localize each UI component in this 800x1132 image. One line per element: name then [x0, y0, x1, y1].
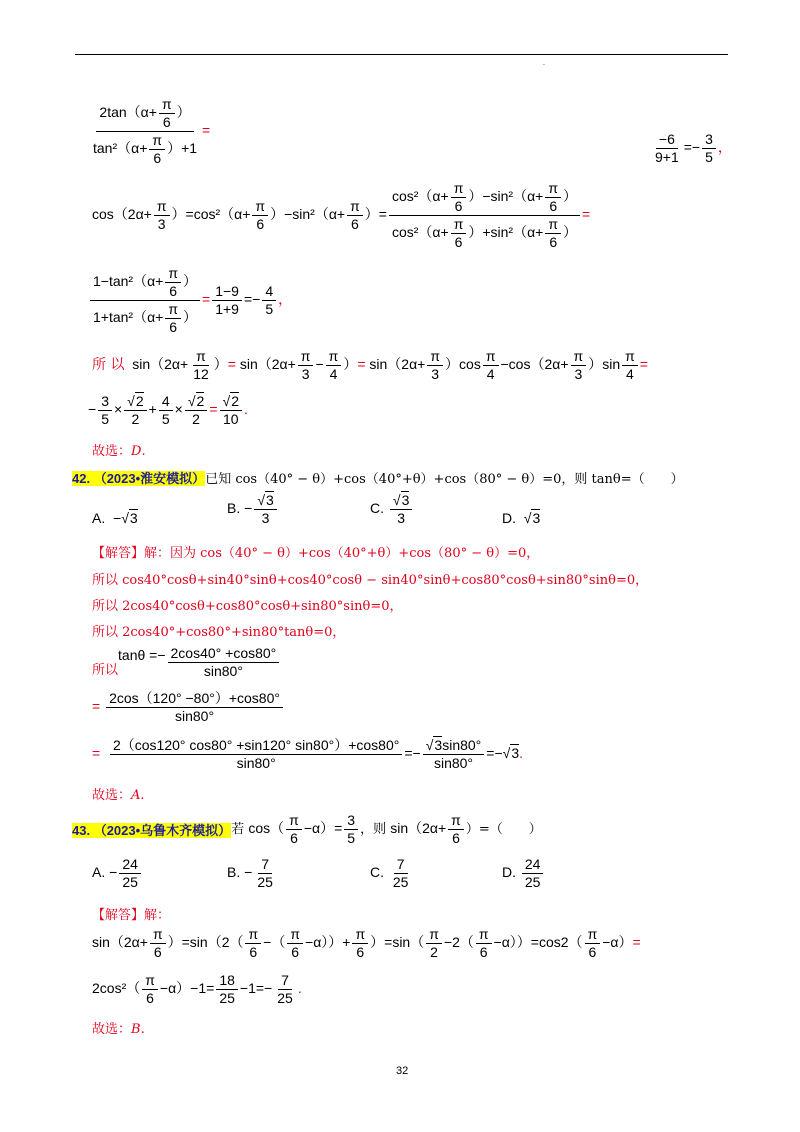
q43-number-badge: 43. （2023•乌鲁木齐模拟） — [72, 823, 232, 839]
q43-answer: 故选：B. — [92, 1022, 145, 1037]
q43-option-c: C. $\frac{7}{25}$ — [370, 856, 409, 890]
page-number: 32 — [396, 1065, 409, 1077]
prev-fraction-1: 2tan（α+ $\frac{\pi}{6}$ ） tan²（α+ $\frac{\pi}{6}$ ）+1 — [93, 96, 198, 166]
q42-solution-line1: 【解答】解：因为 cos（40° − θ）+cos（40°+θ）+cos（80° − θ）=0， — [92, 546, 540, 561]
prev-line5: − $\frac{3}{5}$ × √ $\frac{2}{2}$ + $\frac{4}{5}$ × √ $\frac{2}{2}$ = √ $\frac{2}{10}$ . — [88, 393, 248, 428]
q42-stem: 42. （2023•淮安模拟）已知 cos（40° − θ）+cos（40°+θ）+cos（80° − θ）=0，则 tanθ=（ ） — [72, 471, 684, 487]
q43-option-b: B. − $\frac{7}{25}$ — [227, 856, 273, 890]
prev-line4: 所 以 sin（2α+ $\frac{\pi}{12}$ ）= sin（2α+ $\frac{\pi}{3}$ − $\frac{\pi}{4}$ ）= sin（2α+ $\frac{\pi}{3}$ ）cos $\frac{\pi}{4}$ −cos（2α+ $\frac{\pi}{3}$ ）sin $\frac{\pi}{4}$ = — [92, 348, 648, 382]
q42-solution-line4: 所以 2cos40°+cos80°+sin80°tanθ=0， — [92, 625, 346, 640]
q42-number-badge: 42. （2023•淮安模拟） — [72, 471, 206, 486]
q43-solution-head: 【解答】解： — [92, 908, 171, 923]
q43-solution-line2: 2cos²（ $\frac{\pi}{6}$ −α）−1= $\frac{18}{25}$ −1=− $\frac{7}{25}$ . — [92, 972, 302, 1006]
prev-answer: 故选：D. — [92, 444, 146, 459]
prev-line1: 2tan（α+ $\frac{\pi}{6}$ ） tan²（α+ $\frac{\pi}{6}$ ）+1 = — [88, 96, 210, 167]
q42-solution-line3: 所以 2cos40°cosθ+cos80°cosθ+sin80°sinθ=0， — [92, 599, 403, 614]
q43-option-a: A. − $\frac{24}{25}$ — [92, 856, 143, 891]
q42-step3: = $\frac{2(\cos 120^\circ \cos 80^\circ +\sin 120^\circ \sin 80^\circ)+\cos 80^\circ}{\sin 80^\circ}$ =− √ $\frac{3\sin 80^\circ}{\sin 80^\circ}$ =−√ 3. — [92, 737, 523, 772]
q43-option-d: D. $\frac{24}{25}$ — [502, 856, 545, 891]
q42-tan-line: 所以tanθ =− $\frac{2\cos 40^\circ +\cos 80^\circ}{\sin 80^\circ}$ — [92, 645, 281, 680]
q42-answer: 故选：A. — [92, 788, 145, 803]
q42-option-c: C. √ $\frac{3}{3}$ — [370, 492, 414, 527]
header-rule — [75, 54, 728, 55]
prev-line2: cos（2α+ $\frac{\pi}{3}$ ）=cos²（α+ $\frac{\pi}{6}$ ）−sin²（α+ $\frac{\pi}{6}$ ）= cos²（α+ $\frac{\pi}{6}$ ）−sin²（α+ $\frac{\pi}{6}$ ） cos²（α+ $\frac{\pi}{6}$ ）+sin²（α+ $\frac{\pi}{6}$ ） = — [92, 180, 591, 250]
q43-stem: 43. （2023•乌鲁木齐模拟）若 cos（ $\frac{\pi}{6}$ −α）= $\frac{3}{5}$ ，则 sin（2α+ $\frac{\pi}{6}$ ）=（ ） — [72, 812, 542, 846]
header-dot: . — [543, 60, 545, 67]
q42-option-d: D. √ 3 — [502, 510, 540, 526]
prev-line1-result: $\frac{-6}{9+1}$ =− $\frac{3}{5}$ ， — [655, 131, 732, 165]
q43-solution-line1: sin（2α+ $\frac{\pi}{6}$ ）=sin（2（ $\frac{\pi}{6}$ −（ $\frac{\pi}{6}$ −α））+ $\frac{\pi}{6}$ ）=sin（ $\frac{\pi}{2}$ −2（ $\frac{\pi}{6}$ −α））=cos2（ $\frac{\pi}{6}$ −α）= — [92, 926, 641, 960]
prev-line3: 1−tan²（α+ $\frac{\pi}{6}$ ） 1+tan²（α+ $\frac{\pi}{6}$ ） = $\frac{1-9}{1+9}$ =− $\frac{4}{5}$ ， — [88, 265, 292, 336]
q42-option-b: B. − √ $\frac{3}{3}$ — [227, 492, 279, 527]
q42-solution-line2: 所以 cos40°cosθ+sin40°sinθ+cos40°cosθ − sin40°sinθ+cos80°cosθ+sin80°sinθ=0， — [92, 573, 649, 588]
q42-option-a: A. −√ 3 — [92, 510, 138, 526]
q42-step2: = $\frac{2\cos(120^\circ -80^\circ)+\cos 80^\circ}{\sin 80^\circ}$ — [92, 690, 285, 725]
